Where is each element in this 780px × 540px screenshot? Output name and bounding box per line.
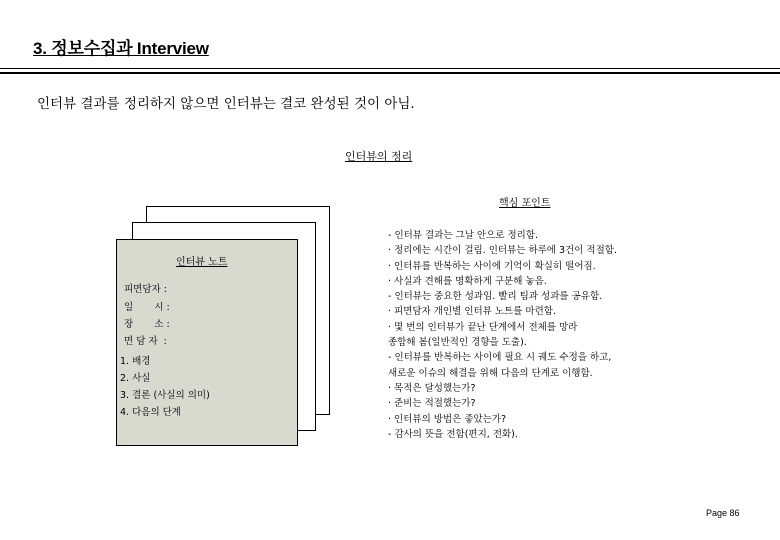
- title-divider-thick: [0, 72, 780, 74]
- key-point-line: - 감사의 뜻을 전함(편지, 전화).: [388, 428, 518, 440]
- slide-subtitle: 인터뷰 결과를 정리하지 않으면 인터뷰는 결코 완성된 것이 아님.: [37, 96, 415, 112]
- note-field-interviewee: 피면담자 :: [124, 284, 167, 295]
- key-point-line: · 준비는 적절했는가?: [388, 398, 476, 410]
- key-point-line: · 인터뷰를 반복하는 사이에 기억이 확실히 떨어짐.: [388, 260, 596, 272]
- note-field-datetime: 일 시 :: [124, 302, 170, 313]
- key-point-line: · 정리에는 시간이 걸림. 인터뷰는 하루에 3건이 적절함.: [388, 245, 617, 257]
- note-item-conclusion: 3. 결론 (사실의 의미): [120, 390, 210, 401]
- page-number: Page 86: [706, 508, 740, 518]
- key-points-heading: 핵심 포인트: [499, 198, 551, 209]
- key-point-line: · 목적은 달성했는가?: [388, 382, 476, 394]
- key-point-line: 새로운 이슈의 해결을 위해 다음의 단계로 이행함.: [388, 367, 593, 379]
- note-item-next-step: 4. 다음의 단계: [120, 407, 181, 418]
- note-item-background: 1. 배경: [120, 356, 151, 367]
- key-point-line: · 사실과 견해를 명확하게 구분해 놓음.: [388, 275, 547, 287]
- note-field-interviewer: 면 담 자 :: [124, 336, 167, 347]
- note-field-place: 장 소 :: [124, 319, 170, 330]
- key-point-line: 종합해 봄(일반적인 경향을 도출).: [388, 337, 527, 349]
- key-point-line: · 피면담자 개인별 인터뷰 노트를 마련함.: [388, 306, 556, 318]
- note-card-title: 인터뷰 노트: [176, 257, 228, 268]
- interview-note-card: [116, 239, 298, 446]
- title-divider-thin: [0, 68, 780, 69]
- key-points-list: [388, 228, 617, 442]
- section-heading: 인터뷰의 정리: [345, 150, 413, 163]
- key-point-line: - 인터뷰를 반복하는 사이에 필요 시 궤도 수정을 하고,: [388, 352, 612, 364]
- key-point-line: · 몇 번의 인터뷰가 끝난 단계에서 전체를 망라: [388, 321, 578, 333]
- key-point-line: · 인터뷰의 방법은 좋았는가?: [388, 413, 507, 425]
- slide-title: 3. 정보수집과 Interview: [33, 39, 209, 58]
- key-point-line: - 인터뷰 결과는 그날 안으로 정리함.: [388, 230, 539, 241]
- note-item-facts: 2. 사실: [120, 373, 151, 384]
- key-point-line: - 인터뷰는 중요한 성과임. 빨리 팀과 성과를 공유함.: [388, 291, 603, 303]
